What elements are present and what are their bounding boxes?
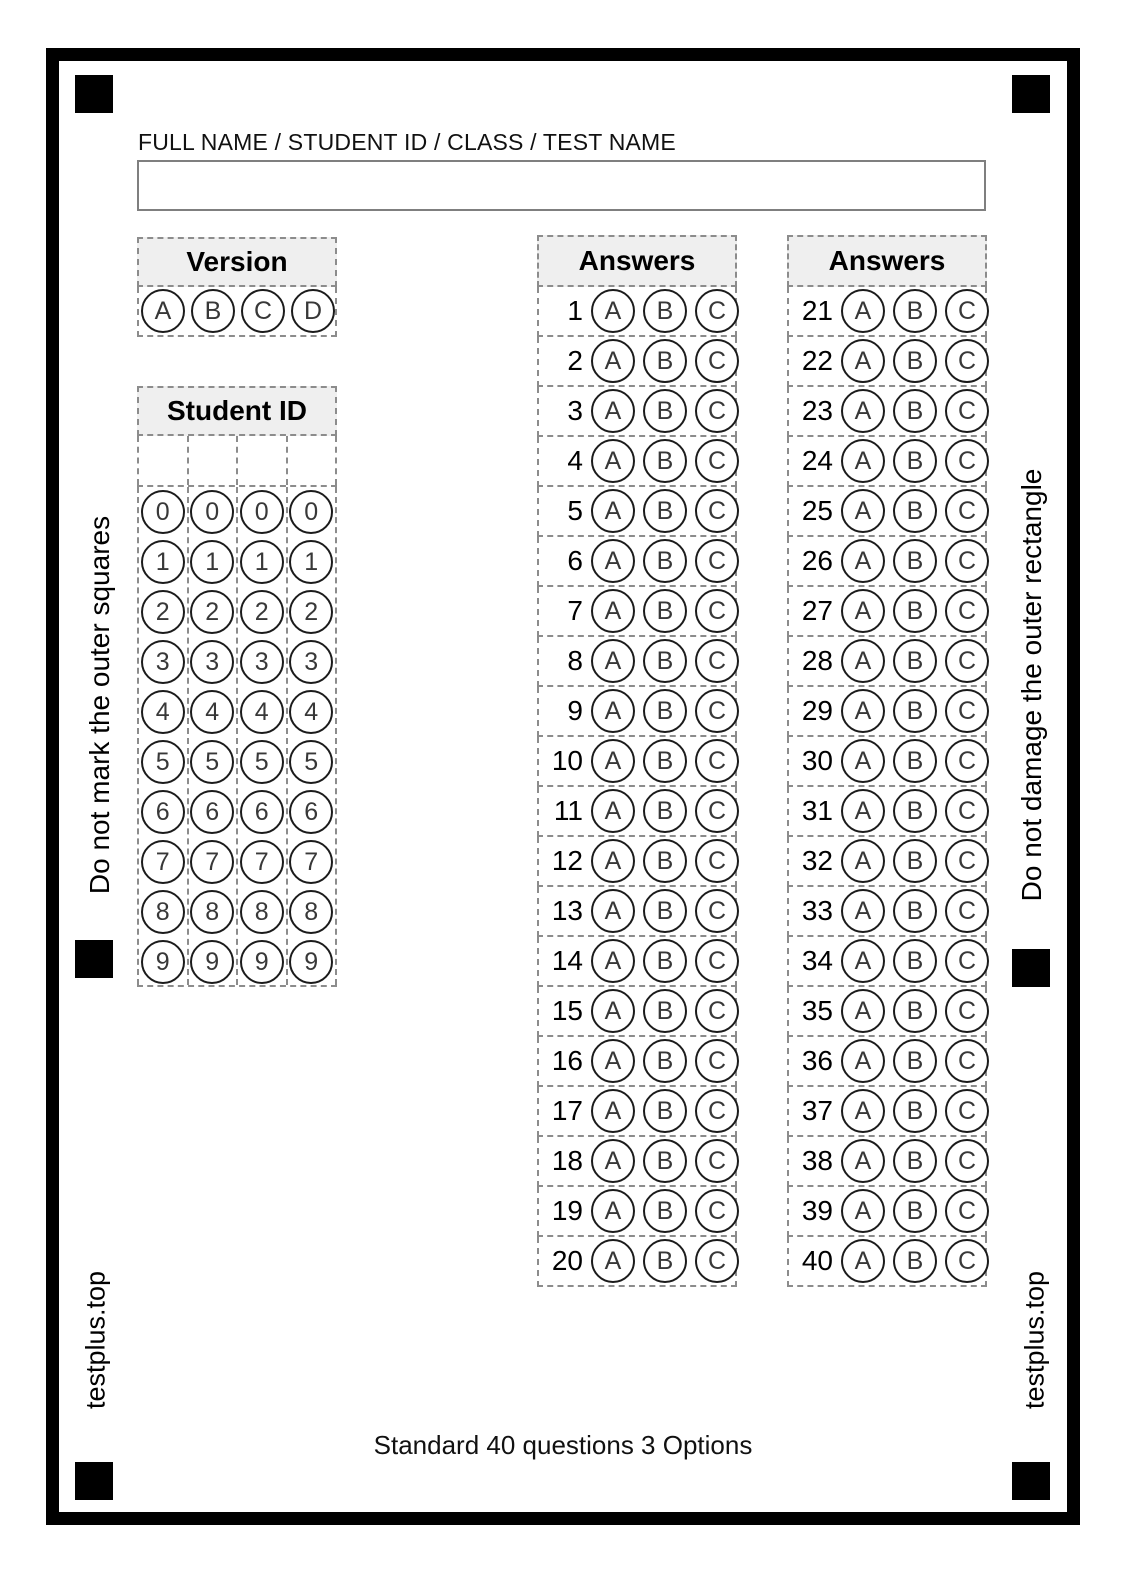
question-30-option-C[interactable]: C (945, 739, 989, 783)
answer-row-11 (537, 787, 737, 837)
question-number-1: 1 (567, 295, 583, 326)
question-14-option-C[interactable]: C (695, 939, 739, 983)
question-number-35: 35 (801, 995, 833, 1026)
question-26-option-A[interactable]: A (841, 539, 885, 583)
answer-row-15 (537, 987, 737, 1037)
answer-row-21 (787, 287, 987, 337)
question-11-option-B[interactable]: B (643, 789, 687, 833)
answer-row-1 (537, 287, 737, 337)
question-5-option-C[interactable]: C (695, 489, 739, 533)
question-37-option-C[interactable]: C (945, 1089, 989, 1133)
student-id-col2-digit-5[interactable]: 5 (190, 740, 234, 784)
version-bubble-B[interactable]: B (191, 289, 235, 333)
left-edge-note: Do not mark the outer squares (84, 515, 115, 895)
question-38-option-C[interactable]: C (945, 1139, 989, 1183)
question-32-option-B[interactable]: B (893, 839, 937, 883)
student-id-title: Student ID (137, 386, 337, 436)
question-19-option-B[interactable]: B (643, 1189, 687, 1233)
question-30-option-B[interactable]: B (893, 739, 937, 783)
answer-row-7 (537, 587, 737, 637)
student-id-col1-digit-9[interactable]: 9 (141, 940, 185, 984)
question-24-option-B[interactable]: B (893, 439, 937, 483)
question-number-37: 37 (801, 1095, 833, 1126)
answer-row-37 (787, 1087, 987, 1137)
question-35-option-B[interactable]: B (893, 989, 937, 1033)
question-22-option-B[interactable]: B (893, 339, 937, 383)
question-4-option-B[interactable]: B (643, 439, 687, 483)
version-options-row (137, 287, 337, 337)
question-number-2: 2 (567, 345, 583, 376)
answer-row-38 (787, 1137, 987, 1187)
right-edge-note: Do not damage the outer rectangle (1016, 468, 1047, 902)
question-15-option-B[interactable]: B (643, 989, 687, 1033)
student-id-col4-digit-0[interactable]: 0 (289, 490, 333, 534)
answer-row-10 (537, 737, 737, 787)
student-id-write-row (137, 436, 337, 487)
student-id-col4-digit-1[interactable]: 1 (289, 540, 333, 584)
registration-square-top-left (75, 75, 113, 113)
version-bubble-C[interactable]: C (241, 289, 285, 333)
student-id-col3-digit-9[interactable]: 9 (240, 940, 284, 984)
question-21-option-C[interactable]: C (945, 289, 989, 333)
answer-row-14 (537, 937, 737, 987)
answer-row-30 (787, 737, 987, 787)
question-34-option-C[interactable]: C (945, 939, 989, 983)
answer-row-20 (537, 1237, 737, 1287)
question-30-option-A[interactable]: A (841, 739, 885, 783)
registration-square-bottom-right (1012, 1462, 1050, 1500)
name-field[interactable] (137, 160, 986, 211)
student-id-column-3 (236, 487, 286, 985)
student-id-col2-digit-6[interactable]: 6 (190, 790, 234, 834)
student-id-write-cell-3[interactable] (236, 436, 286, 485)
question-number-28: 28 (801, 645, 833, 676)
student-id-col2-digit-2[interactable]: 2 (190, 590, 234, 634)
watermark-bottom-left: testplus.top (80, 1270, 111, 1410)
question-9-option-A[interactable]: A (591, 689, 635, 733)
question-number-19: 19 (551, 1195, 583, 1226)
question-11-option-C[interactable]: C (695, 789, 739, 833)
question-38-option-B[interactable]: B (893, 1139, 937, 1183)
question-19-option-C[interactable]: C (695, 1189, 739, 1233)
student-id-col2-digit-7[interactable]: 7 (190, 840, 234, 884)
question-33-option-C[interactable]: C (945, 889, 989, 933)
question-32-option-A[interactable]: A (841, 839, 885, 883)
student-id-col1-digit-6[interactable]: 6 (141, 790, 185, 834)
question-24-option-A[interactable]: A (841, 439, 885, 483)
student-id-write-cell-1[interactable] (137, 436, 187, 485)
question-number-26: 26 (801, 545, 833, 576)
question-29-option-B[interactable]: B (893, 689, 937, 733)
answer-row-24 (787, 437, 987, 487)
registration-square-bottom-left (75, 1462, 113, 1500)
answer-row-8 (537, 637, 737, 687)
question-number-14: 14 (551, 945, 583, 976)
question-37-option-A[interactable]: A (841, 1089, 885, 1133)
registration-square-middle-left (75, 940, 113, 978)
question-36-option-C[interactable]: C (945, 1039, 989, 1083)
question-29-option-A[interactable]: A (841, 689, 885, 733)
question-number-5: 5 (567, 495, 583, 526)
question-25-option-C[interactable]: C (945, 489, 989, 533)
question-28-option-B[interactable]: B (893, 639, 937, 683)
answers-rows-1-20 (537, 287, 737, 1287)
question-15-option-A[interactable]: A (591, 989, 635, 1033)
question-number-12: 12 (551, 845, 583, 876)
question-2-option-B[interactable]: B (643, 339, 687, 383)
question-3-option-C[interactable]: C (695, 389, 739, 433)
question-25-option-A[interactable]: A (841, 489, 885, 533)
student-id-col1-digit-3[interactable]: 3 (141, 640, 185, 684)
question-1-option-C[interactable]: C (695, 289, 739, 333)
student-id-grid (137, 487, 337, 987)
question-16-option-B[interactable]: B (643, 1039, 687, 1083)
question-27-option-A[interactable]: A (841, 589, 885, 633)
question-7-option-B[interactable]: B (643, 589, 687, 633)
question-18-option-B[interactable]: B (643, 1139, 687, 1183)
student-id-col1-digit-0[interactable]: 0 (141, 490, 185, 534)
question-24-option-C[interactable]: C (945, 439, 989, 483)
question-36-option-B[interactable]: B (893, 1039, 937, 1083)
answer-row-31 (787, 787, 987, 837)
student-id-col4-digit-5[interactable]: 5 (289, 740, 333, 784)
question-28-option-C[interactable]: C (945, 639, 989, 683)
question-18-option-A[interactable]: A (591, 1139, 635, 1183)
student-id-col4-digit-3[interactable]: 3 (289, 640, 333, 684)
version-section (137, 237, 337, 337)
question-39-option-B[interactable]: B (893, 1189, 937, 1233)
question-34-option-A[interactable]: A (841, 939, 885, 983)
question-number-33: 33 (801, 895, 833, 926)
name-field-label: FULL NAME / STUDENT ID / CLASS / TEST NAME (138, 129, 676, 155)
question-22-option-C[interactable]: C (945, 339, 989, 383)
question-12-option-B[interactable]: B (643, 839, 687, 883)
question-number-31: 31 (801, 795, 833, 826)
answer-row-9 (537, 687, 737, 737)
student-id-col1-digit-7[interactable]: 7 (141, 840, 185, 884)
question-26-option-C[interactable]: C (945, 539, 989, 583)
question-37-option-B[interactable]: B (893, 1089, 937, 1133)
question-13-option-C[interactable]: C (695, 889, 739, 933)
question-17-option-C[interactable]: C (695, 1089, 739, 1133)
question-number-3: 3 (567, 395, 583, 426)
question-33-option-B[interactable]: B (893, 889, 937, 933)
question-12-option-C[interactable]: C (695, 839, 739, 883)
question-35-option-C[interactable]: C (945, 989, 989, 1033)
version-bubble-D[interactable]: D (291, 289, 335, 333)
question-number-36: 36 (801, 1045, 833, 1076)
question-5-option-A[interactable]: A (591, 489, 635, 533)
question-6-option-B[interactable]: B (643, 539, 687, 583)
question-40-option-A[interactable]: A (841, 1239, 885, 1283)
answer-row-4 (537, 437, 737, 487)
question-23-option-B[interactable]: B (893, 389, 937, 433)
student-id-col4-digit-7[interactable]: 7 (289, 840, 333, 884)
question-number-39: 39 (801, 1195, 833, 1226)
question-31-option-B[interactable]: B (893, 789, 937, 833)
footer-note: Standard 40 questions 3 Options (373, 1430, 753, 1460)
question-13-option-B[interactable]: B (643, 889, 687, 933)
student-id-col1-digit-2[interactable]: 2 (141, 590, 185, 634)
student-id-col4-digit-2[interactable]: 2 (289, 590, 333, 634)
question-21-option-A[interactable]: A (841, 289, 885, 333)
question-10-option-B[interactable]: B (643, 739, 687, 783)
student-id-col3-digit-5[interactable]: 5 (240, 740, 284, 784)
answers-title: Answers (537, 235, 737, 287)
question-2-option-A[interactable]: A (591, 339, 635, 383)
answer-row-28 (787, 637, 987, 687)
question-number-10: 10 (551, 745, 583, 776)
question-16-option-C[interactable]: C (695, 1039, 739, 1083)
question-35-option-A[interactable]: A (841, 989, 885, 1033)
question-33-option-A[interactable]: A (841, 889, 885, 933)
student-id-write-cell-4[interactable] (286, 436, 338, 485)
question-15-option-C[interactable]: C (695, 989, 739, 1033)
answers-section-21-40 (787, 235, 987, 1287)
question-11-option-A[interactable]: A (591, 789, 635, 833)
answer-row-35 (787, 987, 987, 1037)
answer-row-27 (787, 587, 987, 637)
student-id-col4-digit-8[interactable]: 8 (289, 890, 333, 934)
student-id-col1-digit-5[interactable]: 5 (141, 740, 185, 784)
version-title: Version (137, 237, 337, 287)
student-id-col1-digit-4[interactable]: 4 (141, 690, 185, 734)
question-31-option-A[interactable]: A (841, 789, 885, 833)
answer-row-17 (537, 1087, 737, 1137)
question-number-7: 7 (567, 595, 583, 626)
question-7-option-C[interactable]: C (695, 589, 739, 633)
student-id-column-1 (137, 487, 187, 985)
student-id-col3-digit-3[interactable]: 3 (240, 640, 284, 684)
answer-row-19 (537, 1187, 737, 1237)
answer-row-5 (537, 487, 737, 537)
question-number-18: 18 (551, 1145, 583, 1176)
question-16-option-A[interactable]: A (591, 1039, 635, 1083)
question-1-option-A[interactable]: A (591, 289, 635, 333)
question-26-option-B[interactable]: B (893, 539, 937, 583)
student-id-col2-digit-8[interactable]: 8 (190, 890, 234, 934)
question-3-option-B[interactable]: B (643, 389, 687, 433)
question-number-38: 38 (801, 1145, 833, 1176)
student-id-column-4 (286, 487, 338, 985)
question-number-17: 17 (551, 1095, 583, 1126)
answer-row-13 (537, 887, 737, 937)
student-id-col4-digit-9[interactable]: 9 (289, 940, 333, 984)
question-number-32: 32 (801, 845, 833, 876)
question-17-option-A[interactable]: A (591, 1089, 635, 1133)
question-39-option-A[interactable]: A (841, 1189, 885, 1233)
answer-row-36 (787, 1037, 987, 1087)
answers-rows-21-40 (787, 287, 987, 1287)
watermark-bottom-right: testplus.top (1019, 1270, 1050, 1410)
student-id-column-2 (187, 487, 237, 985)
student-id-col3-digit-4[interactable]: 4 (240, 690, 284, 734)
question-number-25: 25 (801, 495, 833, 526)
question-23-option-C[interactable]: C (945, 389, 989, 433)
answer-row-2 (537, 337, 737, 387)
question-number-8: 8 (567, 645, 583, 676)
question-29-option-C[interactable]: C (945, 689, 989, 733)
question-20-option-A[interactable]: A (591, 1239, 635, 1283)
question-10-option-C[interactable]: C (695, 739, 739, 783)
question-36-option-A[interactable]: A (841, 1039, 885, 1083)
question-34-option-B[interactable]: B (893, 939, 937, 983)
question-20-option-C[interactable]: C (695, 1239, 739, 1283)
question-4-option-C[interactable]: C (695, 439, 739, 483)
student-id-col3-digit-2[interactable]: 2 (240, 590, 284, 634)
answer-row-39 (787, 1187, 987, 1237)
question-number-27: 27 (801, 595, 833, 626)
question-number-6: 6 (567, 545, 583, 576)
question-number-20: 20 (551, 1245, 583, 1276)
student-id-col3-digit-1[interactable]: 1 (240, 540, 284, 584)
answer-row-29 (787, 687, 987, 737)
question-8-option-B[interactable]: B (643, 639, 687, 683)
answer-row-26 (787, 537, 987, 587)
question-19-option-A[interactable]: A (591, 1189, 635, 1233)
question-number-24: 24 (801, 445, 833, 476)
question-number-22: 22 (801, 345, 833, 376)
question-2-option-C[interactable]: C (695, 339, 739, 383)
question-22-option-A[interactable]: A (841, 339, 885, 383)
question-40-option-C[interactable]: C (945, 1239, 989, 1283)
question-number-34: 34 (801, 945, 833, 976)
question-18-option-C[interactable]: C (695, 1139, 739, 1183)
answer-row-34 (787, 937, 987, 987)
question-32-option-C[interactable]: C (945, 839, 989, 883)
student-id-col4-digit-6[interactable]: 6 (289, 790, 333, 834)
answer-row-23 (787, 387, 987, 437)
answer-row-25 (787, 487, 987, 537)
answer-row-6 (537, 537, 737, 587)
question-number-16: 16 (551, 1045, 583, 1076)
question-number-4: 4 (567, 445, 583, 476)
question-number-11: 11 (553, 795, 583, 826)
answer-row-3 (537, 387, 737, 437)
question-number-9: 9 (567, 695, 583, 726)
registration-square-top-right (1012, 75, 1050, 113)
question-4-option-A[interactable]: A (591, 439, 635, 483)
question-13-option-A[interactable]: A (591, 889, 635, 933)
student-id-col3-digit-6[interactable]: 6 (240, 790, 284, 834)
question-3-option-A[interactable]: A (591, 389, 635, 433)
question-25-option-B[interactable]: B (893, 489, 937, 533)
question-5-option-B[interactable]: B (643, 489, 687, 533)
student-id-col2-digit-0[interactable]: 0 (190, 490, 234, 534)
registration-square-middle-right (1012, 949, 1050, 987)
question-28-option-A[interactable]: A (841, 639, 885, 683)
question-number-13: 13 (551, 895, 583, 926)
answers-title: Answers (787, 235, 987, 287)
question-14-option-A[interactable]: A (591, 939, 635, 983)
question-17-option-B[interactable]: B (643, 1089, 687, 1133)
question-14-option-B[interactable]: B (643, 939, 687, 983)
student-id-col2-digit-9[interactable]: 9 (190, 940, 234, 984)
student-id-col2-digit-3[interactable]: 3 (190, 640, 234, 684)
question-21-option-B[interactable]: B (893, 289, 937, 333)
question-1-option-B[interactable]: B (643, 289, 687, 333)
version-bubble-A[interactable]: A (141, 289, 185, 333)
answer-row-22 (787, 337, 987, 387)
student-id-col2-digit-4[interactable]: 4 (190, 690, 234, 734)
question-number-23: 23 (801, 395, 833, 426)
student-id-col1-digit-8[interactable]: 8 (141, 890, 185, 934)
question-39-option-C[interactable]: C (945, 1189, 989, 1233)
student-id-col3-digit-7[interactable]: 7 (240, 840, 284, 884)
question-7-option-A[interactable]: A (591, 589, 635, 633)
student-id-col4-digit-4[interactable]: 4 (289, 690, 333, 734)
question-number-29: 29 (801, 695, 833, 726)
question-number-40: 40 (801, 1245, 833, 1276)
answer-row-18 (537, 1137, 737, 1187)
question-number-21: 21 (801, 295, 833, 326)
question-6-option-C[interactable]: C (695, 539, 739, 583)
question-number-30: 30 (801, 745, 833, 776)
question-8-option-A[interactable]: A (591, 639, 635, 683)
answers-section-1-20 (537, 235, 737, 1287)
answer-row-32 (787, 837, 987, 887)
question-9-option-B[interactable]: B (643, 689, 687, 733)
question-12-option-A[interactable]: A (591, 839, 635, 883)
question-20-option-B[interactable]: B (643, 1239, 687, 1283)
student-id-section (137, 386, 337, 987)
answer-row-33 (787, 887, 987, 937)
answer-row-40 (787, 1237, 987, 1287)
student-id-write-cell-2[interactable] (187, 436, 237, 485)
question-40-option-B[interactable]: B (893, 1239, 937, 1283)
student-id-col2-digit-1[interactable]: 1 (190, 540, 234, 584)
answer-row-12 (537, 837, 737, 887)
question-6-option-A[interactable]: A (591, 539, 635, 583)
answer-row-16 (537, 1037, 737, 1087)
question-27-option-B[interactable]: B (893, 589, 937, 633)
question-8-option-C[interactable]: C (695, 639, 739, 683)
question-10-option-A[interactable]: A (591, 739, 635, 783)
question-31-option-C[interactable]: C (945, 789, 989, 833)
question-27-option-C[interactable]: C (945, 589, 989, 633)
question-9-option-C[interactable]: C (695, 689, 739, 733)
question-number-15: 15 (551, 995, 583, 1026)
student-id-col1-digit-1[interactable]: 1 (141, 540, 185, 584)
question-23-option-A[interactable]: A (841, 389, 885, 433)
student-id-col3-digit-0[interactable]: 0 (240, 490, 284, 534)
student-id-col3-digit-8[interactable]: 8 (240, 890, 284, 934)
question-38-option-A[interactable]: A (841, 1139, 885, 1183)
